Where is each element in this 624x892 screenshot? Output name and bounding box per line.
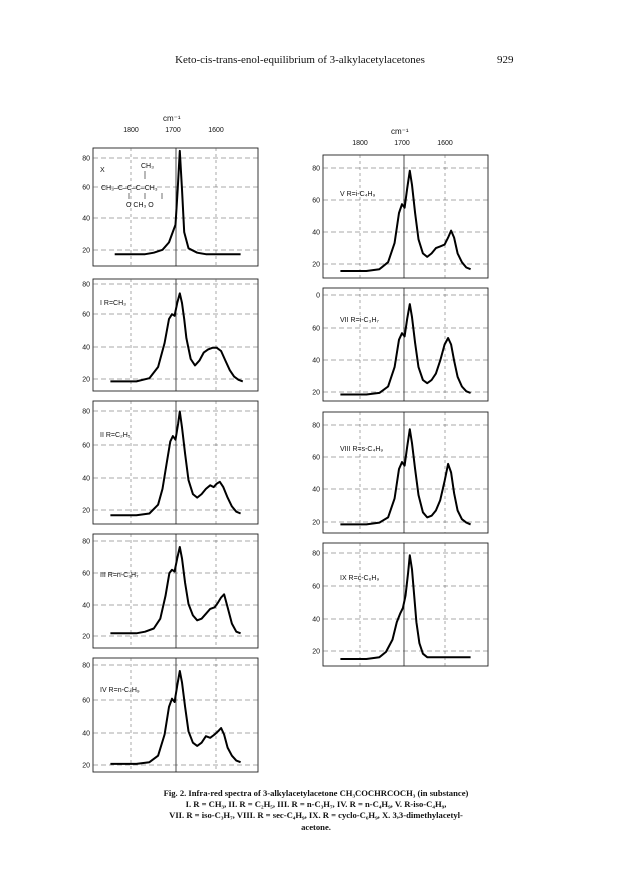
spectrum-trace [340,555,470,659]
panel-label: I R=CH₃ [100,300,126,307]
left-axis-unit: cm⁻¹ [163,114,181,123]
left-tick-1600: 1600 [208,127,224,134]
spectrum-trace [110,547,240,633]
y-tick-label: 40 [312,616,320,624]
panel-label: II R=C₂H₅ [100,432,131,439]
y-tick-label: 40 [82,730,90,738]
panel-frame [93,148,258,266]
panel-label: VIII R=s-C₄H₉ [340,446,384,453]
panel-frame [93,658,258,772]
y-tick-label: 40 [312,357,320,365]
panel-label: IV R=n-C₄H₉ [100,687,140,694]
y-tick-label: 0 [316,292,320,300]
spectrum-trace [110,671,240,764]
panel-label: X [100,167,105,174]
y-tick-label: 20 [82,762,90,770]
y-tick-label: 60 [312,197,320,205]
spectrum-iii [82,534,258,648]
panel-label: V R=i-C₄H₉ [340,191,376,198]
y-tick-label: 60 [82,184,90,192]
caption-line-3: VII. R = iso-C₃H₇, VIII. R = sec-C₄H₉, IX. R = cyclo-C₆H₉, X. 3,3-dimethylacetyl- [169,810,463,821]
y-tick-label: 60 [82,311,90,319]
y-tick-label: 60 [312,325,320,333]
spectrum-trace [110,412,240,516]
figure-caption [96,788,536,833]
caption-line-2: I. R = CH₃, II. R = C₂H₅, III. R = n-C₃H₇, IV. R = n-C₄H₉, V. R-iso-C₄H₉, [185,799,447,810]
panel-label: VII R=i-C₃H₇ [340,317,379,324]
panel-frame [323,543,488,666]
panel-frame [323,288,488,401]
left-tick-1700: 1700 [165,127,181,134]
panel-label: IX R=c-C₆H₉ [340,575,380,582]
y-tick-label: 60 [82,697,90,705]
y-tick-label: 40 [82,215,90,223]
y-tick-label: 80 [82,662,90,670]
y-tick-label: 80 [312,422,320,430]
running-header-title: Keto-cis-trans-enol-equilibrium of 3-alkylacetylacetones [175,54,425,66]
structure-bottom: O CH₃ O [126,202,154,209]
y-tick-label: 80 [312,165,320,173]
y-tick-label: 60 [82,442,90,450]
y-tick-label: 40 [82,475,90,483]
right-axis-unit: cm⁻¹ [391,127,409,136]
y-tick-label: 40 [82,602,90,610]
spectrum-vii [312,288,488,401]
y-tick-label: 40 [82,344,90,352]
y-tick-label: 80 [82,155,90,163]
y-tick-label: 20 [312,519,320,527]
y-tick-label: 20 [312,261,320,269]
y-tick-label: 40 [312,486,320,494]
spectrum-ii [82,401,258,524]
y-tick-label: 80 [312,550,320,558]
y-tick-label: 20 [82,247,90,255]
y-tick-label: 40 [312,229,320,237]
caption-line-1: Fig. 2. Infra-red spectra of 3-alkylacetylacetone CH₃COCHRCOCH₃ (in substance) [163,788,469,798]
y-tick-label: 60 [312,454,320,462]
y-tick-label: 60 [312,583,320,591]
spectrum-i [82,279,258,391]
structure-chain: CH₃–C–C–C–CH₃ [101,185,158,192]
caption-line-4: acetone. [301,821,331,832]
spectrum-v [312,155,488,278]
page-number: 929 [497,54,514,66]
spectrum-iv [82,658,258,772]
panel-frame [93,534,258,648]
left-tick-1800: 1800 [123,127,139,134]
spectrum-x [82,148,258,266]
y-tick-label: 80 [82,538,90,546]
y-tick-label: 20 [82,376,90,384]
panel-frame [93,401,258,524]
structure-formula [101,163,162,209]
y-tick-label: 80 [82,408,90,416]
y-tick-label: 20 [82,507,90,515]
panel-frame [323,155,488,278]
y-tick-label: 20 [312,389,320,397]
y-tick-label: 80 [82,281,90,289]
spectrum-viii [312,412,488,533]
panel-frame [323,412,488,533]
spectrum-trace [110,293,242,381]
right-tick-1800: 1800 [352,140,368,147]
right-tick-1600: 1600 [437,140,453,147]
right-tick-1700: 1700 [394,140,410,147]
y-tick-label: 20 [312,648,320,656]
y-tick-label: 20 [82,633,90,641]
panel-label: III R=n-C₃H₇ [100,572,139,579]
y-tick-label: 60 [82,570,90,578]
spectrum-ix [312,543,488,666]
structure-ch3-top: CH₃ [141,163,154,170]
